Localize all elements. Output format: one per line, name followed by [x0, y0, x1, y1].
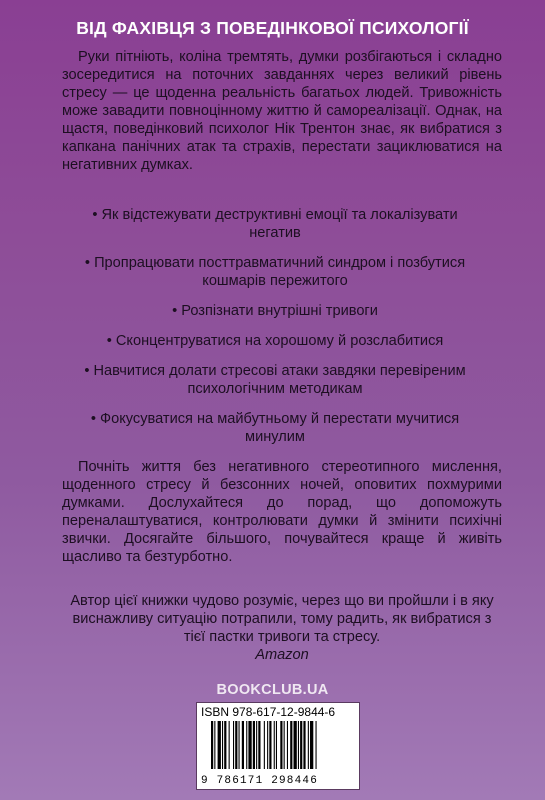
benefit-item: • Фокусуватися на майбутньому й перестати мучитися минулим	[90, 411, 460, 445]
review-quote	[62, 592, 502, 664]
barcode-bar	[214, 721, 215, 769]
intro-text: Руки пітніють, коліна тремтять, думки розбігаються і складно зосередитися на поточних завданнях через великий рівень стресу — це щоденна реальність багатьох людей. Тривожність може завадити повноцінному життю й самореалізації. Однак, на щастя, поведінковий психолог Нік Трентон знає, як вибратися з капкана панічних атак та страхів, перестати зациклюватися на негативних думках.	[62, 49, 502, 173]
barcode-bar	[298, 721, 299, 769]
outro-paragraph	[62, 458, 502, 566]
outro-text: Почніть життя без негативного стереотипного мислення, щоденного стресу й безсонних ночей, оповитих похмурими думками. Дослухайтеся до порад, що допоможуть переналаштуватися, контролювати думки й змінити психічні звички. Досягайте більшого, почувайтеся краще й живіть щасливо та безтурботно.	[62, 459, 502, 565]
barcode-digits: 9 786171 298446	[201, 775, 319, 787]
review-text: Автор цієї книжки чудово розуміє, через що ви пройшли і в яку виснажливу ситуацію потрапили, тому радить, як вибратися з тієї пастки тривоги та стресу.	[70, 593, 494, 645]
barcode-bar	[316, 721, 317, 769]
barcode-bar	[246, 721, 247, 769]
barcode-bar	[256, 721, 257, 769]
benefit-item: • Як відстежувати деструктивні емоції та локалізувати негатив	[92, 207, 458, 241]
barcode-bar	[253, 721, 255, 769]
barcode-bar	[218, 721, 221, 769]
barcode-bar	[258, 721, 260, 769]
barcode-bar	[290, 721, 292, 769]
barcode-bar	[310, 721, 313, 769]
barcode-bar	[224, 721, 226, 769]
barcode-bar	[211, 721, 213, 769]
barcode-bar	[248, 721, 251, 769]
barcode-bar	[294, 721, 297, 769]
isbn-label: ISBN 978-617-12-9844-6	[201, 705, 336, 719]
barcode-bar	[308, 721, 309, 769]
barcode-bar	[276, 721, 277, 769]
barcode-bar	[222, 721, 223, 769]
benefit-item: • Сконцентруватися на хорошому й розслабитися	[106, 333, 444, 349]
benefit-item: • Розпізнати внутрішні тривоги	[172, 303, 378, 319]
intro-paragraph	[62, 48, 502, 174]
barcode-bar	[274, 721, 275, 769]
barcode-bar	[264, 721, 265, 769]
barcode-bar	[280, 721, 282, 769]
barcode-bar	[235, 721, 237, 769]
barcode-bar	[269, 721, 271, 769]
barcode-bar	[229, 721, 230, 769]
benefit-item: • Навчитися долати стресові атаки завдяки перевіреним психологічним методикам	[84, 363, 466, 397]
barcode-bar	[242, 721, 244, 769]
barcode-bar	[303, 721, 305, 769]
benefit-list	[70, 206, 480, 458]
review-source: Amazon	[255, 647, 309, 663]
publisher-url: BOOKCLUB.UA	[216, 682, 329, 698]
barcode-icon	[211, 721, 345, 769]
cover-heading: ВІД ФАХІВЦЯ З ПОВЕДІНКОВОЇ ПСИХОЛОГІЇ	[76, 18, 469, 38]
barcode-bar	[239, 721, 240, 769]
barcode-bar	[287, 721, 288, 769]
benefit-item: • Пропрацювати посттравматичний синдром і позбутися кошмарів пережитого	[84, 255, 466, 289]
barcode-bar	[233, 721, 234, 769]
barcode-bar	[284, 721, 285, 769]
barcode-bar	[300, 721, 302, 769]
barcode-panel	[196, 702, 360, 790]
barcode-bar	[267, 721, 268, 769]
